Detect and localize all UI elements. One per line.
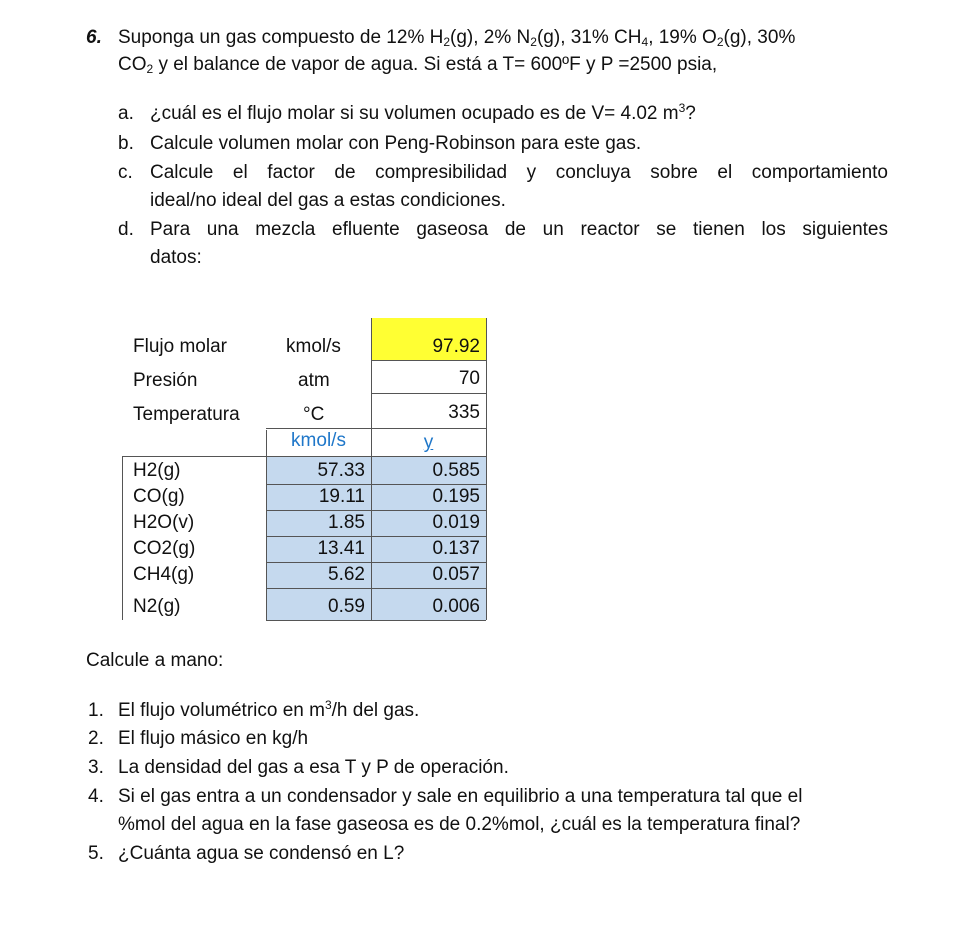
part-b-text: Calcule volumen molar con Peng-Robinson para este gas.	[150, 133, 642, 154]
condition-unit: °C	[303, 404, 325, 425]
part-a-text: ¿cuál es el flujo molar si su volumen ocupado es de V= 4.02 $m^3$?	[150, 101, 696, 124]
table-hline	[266, 620, 486, 621]
problem-number: 6.	[86, 27, 102, 48]
species-flow: 0.59	[328, 596, 365, 617]
question-number: 5.	[88, 843, 104, 864]
species-flow: 57.33	[317, 460, 365, 481]
species-fraction: 0.585	[432, 460, 480, 481]
table-hline	[371, 360, 486, 361]
table-hline	[266, 484, 486, 485]
table-hline	[122, 456, 486, 457]
question-text: La densidad del gas a esa T y P de operación.	[118, 757, 509, 778]
question-number: 2.	[88, 728, 104, 749]
species-name: H2(g)	[133, 460, 181, 481]
species-fraction: 0.195	[432, 486, 480, 507]
question-number: 4.	[88, 786, 104, 807]
species-name: N2(g)	[133, 596, 181, 617]
species-fraction: 0.006	[432, 596, 480, 617]
condition-unit: kmol/s	[286, 336, 341, 357]
part-d-line1: Para una mezcla efluente gaseosa de un reactor se tienen los siguientes	[150, 219, 888, 240]
table-vline-outer	[122, 456, 123, 620]
species-name: CO(g)	[133, 486, 185, 507]
table-hline	[371, 393, 486, 394]
species-name: CH4(g)	[133, 564, 195, 585]
calc-heading: Calcule a mano:	[86, 650, 224, 671]
question-text: El flujo volumétrico en $m^3/h$ del gas.	[118, 698, 420, 721]
table-hline	[266, 588, 486, 589]
condition-label: Temperatura	[133, 404, 240, 425]
table-hline	[266, 428, 486, 429]
species-flow: 19.11	[318, 486, 365, 507]
species-flow: 13.41	[317, 538, 365, 559]
question-text: El flujo másico en kg/h	[118, 728, 309, 749]
part-a-letter: a.	[118, 103, 134, 124]
species-fraction: 0.057	[432, 564, 480, 585]
question-text-line2: %mol del agua en la fase gaseosa es de 0.2%mol, ¿cuál es la temperatura final?	[118, 814, 801, 835]
species-fraction: 0.019	[432, 512, 480, 533]
question-text-line1: Si el gas entra a un condensador y sale en equilibrio a una temperatura tal que el	[118, 786, 803, 807]
problem-intro-line2: $CO_2$ y el balance de vapor de agua. Si está a T= 600ºF y P =2500 psia,	[118, 54, 718, 76]
condition-label: Flujo molar	[133, 336, 227, 357]
part-c-line2: ideal/no ideal del gas a estas condiciones.	[150, 190, 506, 211]
condition-value: 70	[458, 368, 480, 389]
col-header-flow: kmol/s	[291, 430, 346, 451]
condition-value: 335	[448, 402, 480, 423]
condition-value-highlight: 97.92	[371, 318, 486, 360]
part-c-letter: c.	[118, 162, 133, 183]
table-hline	[266, 536, 486, 537]
species-fraction: 0.137	[432, 538, 480, 559]
table-vline-left	[266, 430, 267, 620]
species-flow: 1.85	[328, 512, 365, 533]
table-vline-right	[486, 318, 487, 620]
question-text: ¿Cuánta agua se condensó en L?	[118, 843, 405, 864]
question-number: 1.	[88, 700, 104, 721]
condition-unit: atm	[298, 370, 330, 391]
question-number: 3.	[88, 757, 104, 778]
part-b-letter: b.	[118, 133, 134, 154]
condition-label: Presión	[133, 370, 198, 391]
problem-intro-line1: Suponga un gas compuesto de 12% $H_2(g)$, 2% $N_2(g)$, 31% $CH_4$, 19% $O_2(g)$, 30%	[118, 27, 796, 49]
table-hline	[266, 562, 486, 563]
col-header-y: y	[423, 432, 434, 453]
species-flow: 5.62	[328, 564, 365, 585]
table-hline	[266, 510, 486, 511]
part-c-line1: Calcule el factor de compresibilidad y concluya sobre el comportamiento	[150, 162, 888, 183]
part-d-line2: datos:	[150, 247, 202, 268]
species-name: H2O(v)	[133, 512, 195, 533]
part-d-letter: d.	[118, 219, 134, 240]
species-name: CO2(g)	[133, 538, 196, 559]
table-vline-mid	[371, 318, 372, 620]
